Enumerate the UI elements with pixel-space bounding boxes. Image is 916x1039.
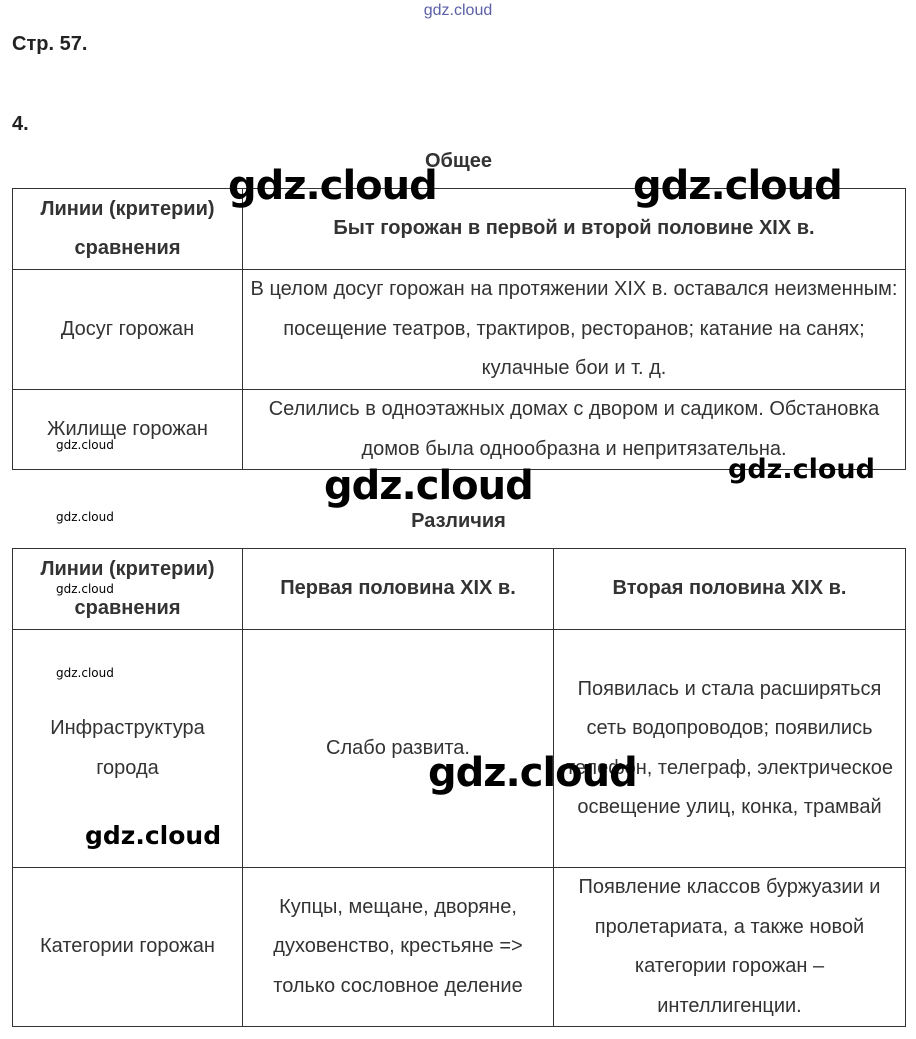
table-cell: Слабо развита. — [243, 630, 554, 868]
table-row — [13, 868, 906, 1027]
table-row — [13, 270, 906, 390]
table-cell: Селились в одноэтажных домах с двором и садиком. Обстановка домов была однообразна и непритязательна. — [243, 390, 906, 470]
header-cell: Линии (критерии) сравнения — [13, 549, 243, 630]
common-table — [12, 188, 906, 470]
watermark: gdz.cloud — [633, 163, 842, 209]
watermark: gdz.cloud — [56, 582, 114, 596]
table-cell: Инфраструктура города — [13, 630, 243, 868]
table-cell: Досуг горожан — [13, 270, 243, 390]
table-cell: Появление классов буржуазии и пролетариата, а также новой категории горожан – интеллигенции. — [554, 868, 906, 1027]
common-table-caption: Общее — [424, 150, 493, 172]
watermark: gdz.cloud — [85, 821, 222, 850]
header-cell: Быт горожан в первой и второй половине XIX в. — [243, 189, 906, 270]
watermark: gdz.cloud — [228, 163, 437, 209]
table-cell: Купцы, мещане, дворяне, духовенство, крестьяне => только сословное деление — [243, 868, 554, 1027]
table-row — [13, 549, 906, 630]
page-reference: Стр. 57. — [12, 33, 88, 55]
watermark: gdz.cloud — [56, 510, 114, 524]
watermark: gdz.cloud — [728, 454, 875, 485]
diff-table-caption: Различия — [411, 510, 506, 532]
watermark: gdz.cloud — [428, 750, 637, 796]
header-cell: Первая половина XIX в. — [243, 549, 554, 630]
table-cell: Появилась и стала расширяться сеть водопроводов; появились телефон, телеграф, электрическое освещение улиц, конка, трамвай — [554, 630, 906, 868]
watermark: gdz.cloud — [56, 666, 114, 680]
table-cell: Жилище горожан — [13, 390, 243, 470]
watermark: gdz.cloud — [324, 463, 533, 509]
site-mark: gdz.cloud — [423, 2, 493, 19]
table-cell: Категории горожан — [13, 868, 243, 1027]
header-cell: Линии (критерии) сравнения — [13, 189, 243, 270]
watermark: gdz.cloud — [56, 438, 114, 452]
header-cell: Вторая половина XIX в. — [554, 549, 906, 630]
task-number: 4. — [12, 113, 29, 135]
table-cell: В целом досуг горожан на протяжении XIX в. оставался неизменным: посещение театров, трактиров, ресторанов; катание на санях; кулачные бои и т. д. — [243, 270, 906, 390]
